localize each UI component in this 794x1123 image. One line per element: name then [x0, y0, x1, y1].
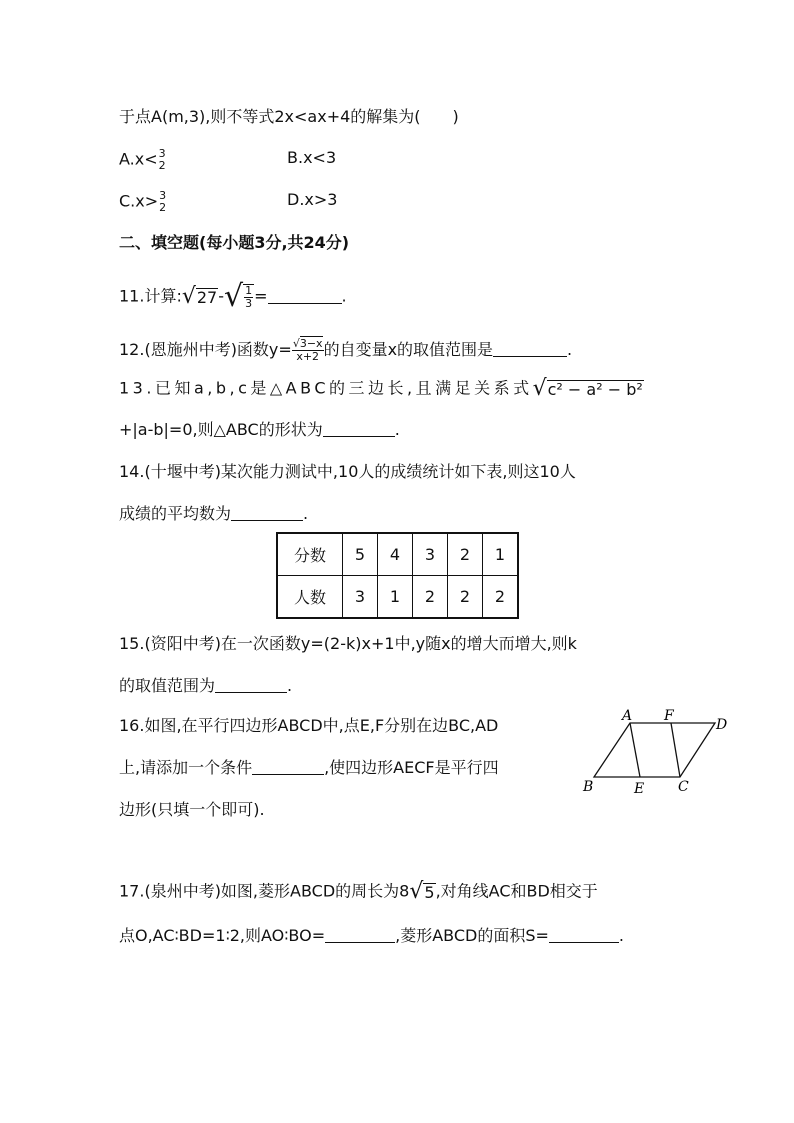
table-cell: 2: [483, 576, 519, 619]
table-cell: 分数: [277, 533, 343, 576]
q10-option-c: C.x> 3 2: [119, 189, 167, 214]
q17-answer-blank-area[interactable]: [549, 926, 619, 943]
table-cell: 1: [378, 576, 413, 619]
q14-line1: 14.(十堰中考)某次能力测试中,10人的成绩统计如下表,则这10人: [119, 462, 576, 481]
table-cell: 1: [483, 533, 519, 576]
segment-fc: [671, 723, 680, 777]
point-label-b: B: [583, 779, 594, 795]
q16-line3: 边形(只填一个即可).: [119, 800, 265, 819]
table-cell: 4: [378, 533, 413, 576]
q10-option-b: B.x<3: [287, 148, 337, 167]
q16-answer-blank[interactable]: [252, 758, 324, 775]
point-label-c: C: [678, 779, 689, 795]
q17-line2: 点O,AC∶BD=1∶2,则AO∶BO= ,菱形ABCD的面积S= .: [119, 926, 625, 945]
table-cell: 3: [343, 576, 378, 619]
score-table: [276, 532, 519, 619]
parallelogram-figure: [580, 707, 740, 799]
table-cell: 3: [413, 533, 448, 576]
table-row: [277, 533, 518, 576]
parallelogram-abcd: [594, 723, 715, 777]
table-cell: 5: [343, 533, 378, 576]
q12: 12.(恩施州中考)函数y= $\frac{√3-x}{x+2}$ 的自变量x的取值范围是 .: [119, 337, 573, 363]
segment-ae: [630, 723, 640, 777]
q15-answer-blank[interactable]: [215, 676, 287, 693]
q14-answer-blank[interactable]: [231, 504, 303, 521]
q13-line1: 13.已知a,b,c是△ABC的三边长,且满足关系式√c² − a² − b²: [119, 376, 643, 401]
q17-answer-blank-ratio[interactable]: [325, 926, 395, 943]
q10-stem: 于点A(m,3),则不等式2x<ax+4的解集为( ): [119, 107, 459, 126]
table-cell: 2: [448, 576, 483, 619]
q16-line2: 上,请添加一个条件 ,使四边形AECF是平行四: [119, 758, 499, 777]
table-cell: 人数: [277, 576, 343, 619]
point-label-e: E: [634, 781, 645, 797]
q13-answer-blank[interactable]: [323, 420, 395, 437]
table-cell: 2: [448, 533, 483, 576]
point-label-d: D: [716, 717, 728, 733]
q11-answer-blank[interactable]: [268, 287, 342, 304]
q12-answer-blank[interactable]: [493, 340, 567, 357]
q17-line1: 17.(泉州中考)如图,菱形ABCD的周长为8√5,对角线AC和BD相交于: [119, 879, 598, 904]
q16-line1: 16.如图,在平行四边形ABCD中,点E,F分别在边BC,AD: [119, 716, 499, 735]
q13-line2: +|a-b|=0,则△ABC的形状为 .: [119, 420, 400, 439]
table-row: [277, 576, 518, 619]
q11: 11.计算:√27-√ $\frac{1}{3}$ = .: [119, 279, 347, 314]
q10-option-d: D.x>3: [287, 190, 338, 209]
q14-line2: 成绩的平均数为 .: [119, 504, 309, 523]
table-cell: 2: [413, 576, 448, 619]
q15-line1: 15.(资阳中考)在一次函数y=(2-k)x+1中,y随x的增大而增大,则k: [119, 634, 577, 653]
point-label-a: A: [622, 708, 633, 724]
q15-line2: 的取值范围为 .: [119, 676, 293, 695]
q10-option-a: A.x< 3 2: [119, 147, 166, 172]
point-label-f: F: [664, 708, 674, 724]
section-heading: 二、填空题(每小题3分,共24分): [119, 233, 350, 252]
